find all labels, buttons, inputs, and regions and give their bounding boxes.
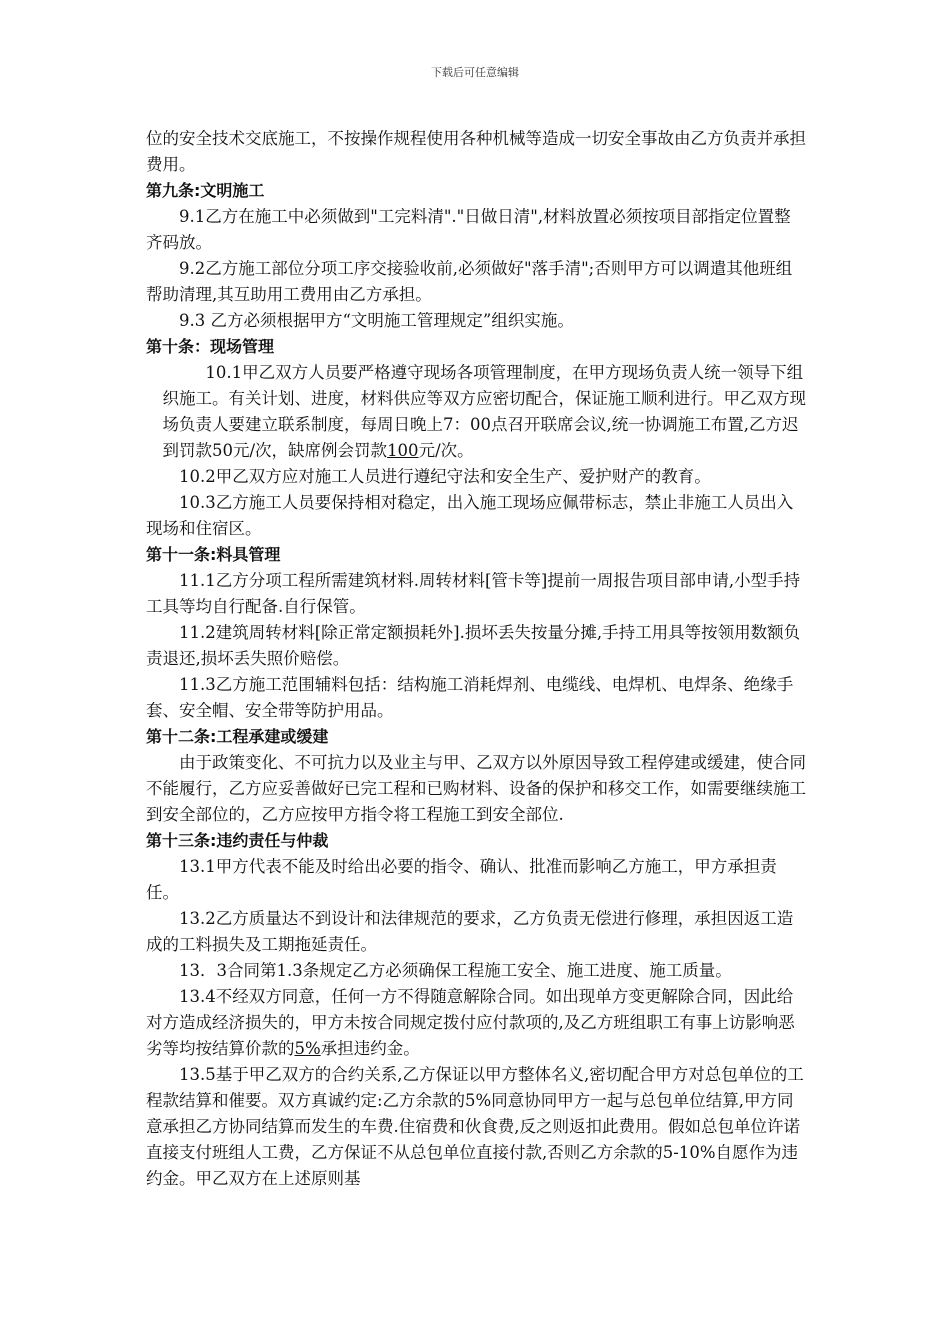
section-13-title: 第十三条:违约责任与仲裁 (146, 831, 329, 850)
section-11-title: 第十一条:料具管理 (146, 545, 281, 564)
clause-10-3: 10.3乙方施工人员要保持相对稳定，出入施工现场应佩带标志，禁止非施工人员出入现场和住宿区。 (146, 493, 794, 538)
clause-13-4 (146, 984, 806, 1062)
clause-10-1-text-a: 10.1甲乙双方人员要严格遵守现场各项管理制度，在甲方现场负责人统一领导下组织施工。有关计划、进度，材料供应等双方应密切配合，保证施工顺利进行。甲乙双方现场负责人要建立联系制度，每周日晚上7：00点召开联席会议,统一协调施工布置,乙方迟到罚款50元/次，缺席例会罚款 (162, 363, 806, 460)
clause-13-2: 13.2乙方质量达不到设计和法律规范的要求，乙方负责无偿进行修理，承担因返工造成的工料损失及工期拖延责任。 (146, 909, 794, 954)
clause-10-1-text-b: 元/次。 (418, 441, 474, 460)
clause-10-1 (146, 360, 806, 464)
clause-13-4-underlined: 5% (294, 1039, 321, 1058)
section-12-title: 第十二条:工程承建或缓建 (146, 727, 329, 746)
clause-13-3: 13．3合同第1.3条规定乙方必须确保工程施工安全、施工进度、施工质量。 (179, 961, 732, 980)
clause-9-3: 9.3 乙方必须根据甲方“文明施工管理规定”组织实施。 (179, 311, 574, 330)
page-header: 下载后可任意编辑 (431, 66, 519, 79)
clause-13-1: 13.1甲方代表不能及时给出必要的指令、确认、批准而影响乙方施工，甲方承担责任。 (146, 857, 777, 902)
clause-9-1: 9.1乙方在施工中必须做到"工完料清"."日做日清",材料放置必须按项目部指定位置整齐码放。 (146, 207, 791, 252)
clause-12-body: 由于政策变化、不可抗力以及业主与甲、乙双方以外原因导致工程停建或缓建，使合同不能履行，乙方应妥善做好已完工程和已购材料、设备的保护和移交工作，如需要继续施工到安全部位的，乙方应按甲方指令将工程施工到安全部位. (146, 753, 806, 824)
section-9-title: 第九条:文明施工 (146, 181, 265, 200)
clause-10-2: 10.2甲乙双方应对施工人员进行遵纪守法和安全生产、爱护财产的教育。 (179, 467, 711, 486)
clause-9-2: 9.2乙方施工部位分项工序交接验收前,必须做好"落手清";否则甲方可以调遣其他班组帮助清理,其互助用工费用由乙方承担。 (146, 259, 793, 304)
clause-10-1-underlined: 100 (387, 441, 419, 460)
document-body (146, 126, 806, 1192)
section-10-title: 第十条：现场管理 (146, 337, 275, 356)
clause-11-1: 11.1乙方分项工程所需建筑材料.周转材料[管卡等]提前一周报告项目部申请,小型手持工具等均自行配备.自行保管。 (146, 571, 801, 616)
clause-11-2: 11.2建筑周转材料[除正常定额损耗外].损坏丢失按量分摊,手持工用具等按领用数额负责退还,损坏丢失照价赔偿。 (146, 623, 801, 668)
clause-13-5: 13.5基于甲乙双方的合约关系,乙方保证以甲方整体名义,密切配合甲方对总包单位的工程款结算和催要。双方真诚约定:乙方余款的5%同意协同甲方一起与总包单位结算,甲方同意承担乙方协同结算而发生的车费.住宿费和伙食费,反之则返扣此费用。假如总包单位许诺直接支付班组人工费，乙方保证不从总包单位直接付款,否则乙方余款的5-10%自愿作为违约金。甲乙双方在上述原则基 (146, 1065, 804, 1188)
paragraph-continued: 位的安全技术交底施工，不按操作规程使用各种机械等造成一切安全事故由乙方负责并承担费用。 (146, 129, 806, 174)
clause-11-3: 11.3乙方施工范围辅料包括：结构施工消耗焊剂、电缆线、电焊机、电焊条、绝缘手套、安全帽、安全带等防护用品。 (146, 675, 794, 720)
clause-13-4-text-b: 承担违约金。 (320, 1039, 420, 1058)
clause-13-4-text-a: 13.4不经双方同意，任何一方不得随意解除合同。如出现单方变更解除合同，因此给对方造成经济损失的，甲方未按合同规定拨付应付款项的,及乙方班组职工有事上访影响恶劣等均按结算价款的 (146, 987, 795, 1058)
